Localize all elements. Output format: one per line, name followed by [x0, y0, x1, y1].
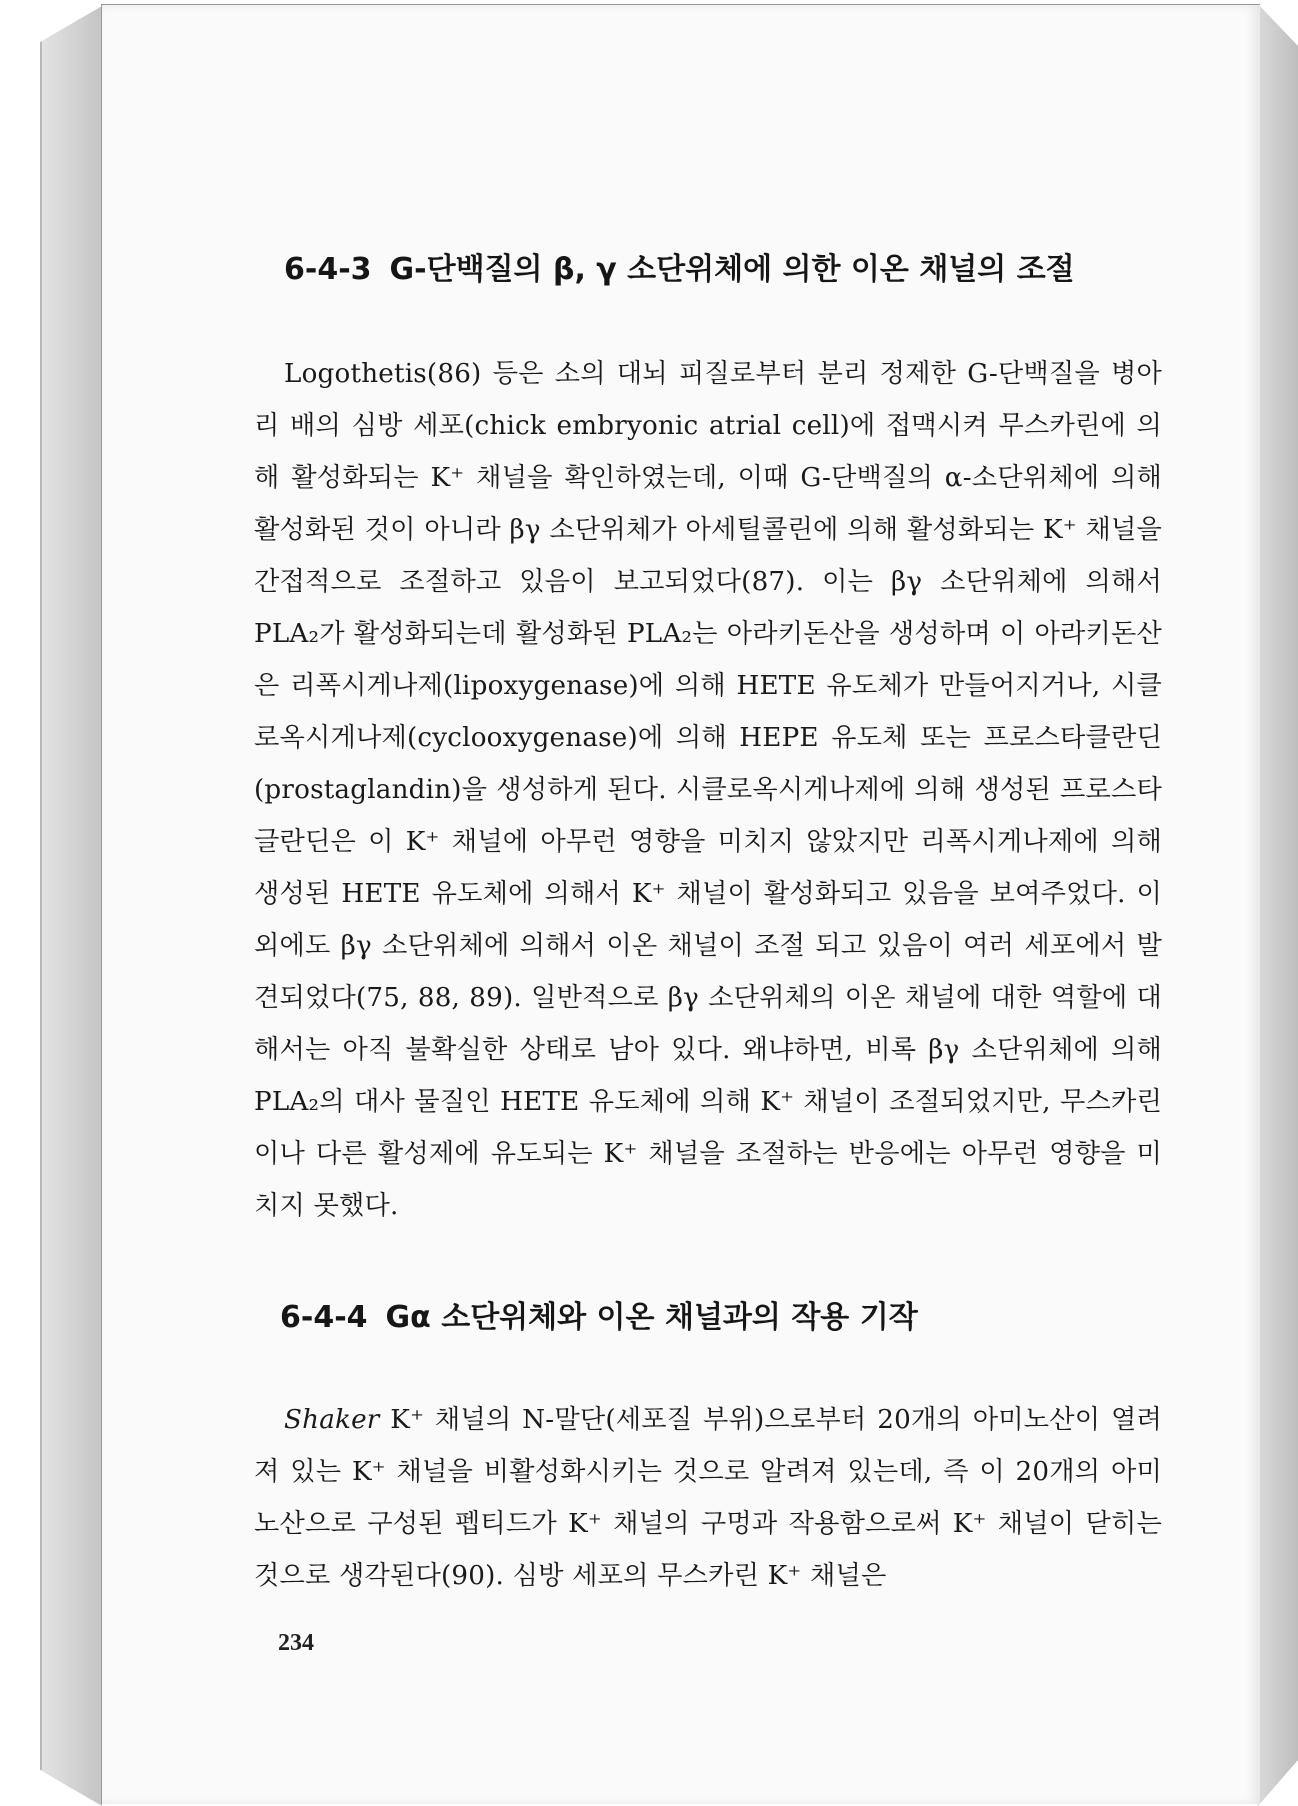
- page-content: [254, 248, 1162, 1602]
- page-number: 234: [278, 1630, 314, 1656]
- paragraph-italic-term: Shaker: [284, 1405, 380, 1435]
- book-spine-edge: [40, 42, 42, 1770]
- book-spine: [40, 0, 102, 1806]
- paragraph-text: K⁺ 채널의 N-말단(세포질 부위)으로부터 20개의 아미노산이 열려져 있는 K⁺ 채널을 비활성화시키는 것으로 알려져 있는데, 즉 이 20개의 아미노산으로 구성된 펩티드가 K⁺ 채널의 구멍과 작용함으로써 K⁺ 채널이 닫히는 것으로 생각된다(90). 심방 세포의 무스카린 K⁺ 채널은: [254, 1405, 1162, 1591]
- section-number: 6-4-3: [284, 252, 372, 287]
- section-paragraph: [254, 348, 1162, 1232]
- section-title: Gα 소단위체와 이온 채널과의 작용 기작: [385, 1300, 918, 1335]
- book-page-edge: [1258, 0, 1298, 1806]
- section-number: 6-4-4: [280, 1300, 368, 1335]
- section-heading-6-4-4: [280, 1296, 1162, 1340]
- section-heading-6-4-3: [284, 248, 1162, 292]
- section-title: G-단백질의 β, γ 소단위체에 의한 이온 채널의 조절: [389, 252, 1075, 287]
- paragraph-text: Logothetis(86) 등은 소의 대뇌 피질로부터 분리 정제한 G-단백질을 병아리 배의 심방 세포(chick embryonic atrial cell)에 접맥시켜 무스카린에 의해 활성화되는 K⁺ 채널을 확인하였는데, 이때 G-단백질의 α-소단위체에 의해 활성화된 것이 아니라 βγ 소단위체가 아세틸콜린에 의해 활성화되는 K⁺ 채널을 간접적으로 조절하고 있음이 보고되었다(87). 이는 βγ 소단위체에 의해서 PLA₂가 활성화되는데 활성화된 PLA₂는 아라키돈산을 생성하며 이 아라키돈산은 리폭시게나제(lipoxygenase)에 의해 HETE 유도체가 만들어지거나, 시클로옥시게나제(cyclooxygenase)에 의해 HEPE 유도체 또는 프로스타클란딘(prostaglandin)을 생성하게 된다. 시클로옥시게나제에 의해 생성된 프로스타글란딘은 이 K⁺ 채널에 아무런 영향을 미치지 않았지만 리폭시게나제에 의해 생성된 HETE 유도체에 의해서 K⁺ 채널이 활성화되고 있음을 보여주었다. 이외에도 βγ 소단위체에 의해서 이온 채널이 조절 되고 있음이 여러 세포에서 발견되었다(75, 88, 89). 일반적으로 βγ 소단위체의 이온 채널에 대한 역할에 대해서는 아직 불확실한 상태로 남아 있다. 왜냐하면, 비록 βγ 소단위체에 의해 PLA₂의 대사 물질인 HETE 유도체에 의해 K⁺ 채널이 조절되었지만, 무스카린이나 다른 활성제에 유도되는 K⁺ 채널을 조절하는 반응에는 아무런 영향을 미치지 못했다.: [254, 359, 1162, 1221]
- section-paragraph: [254, 1394, 1162, 1602]
